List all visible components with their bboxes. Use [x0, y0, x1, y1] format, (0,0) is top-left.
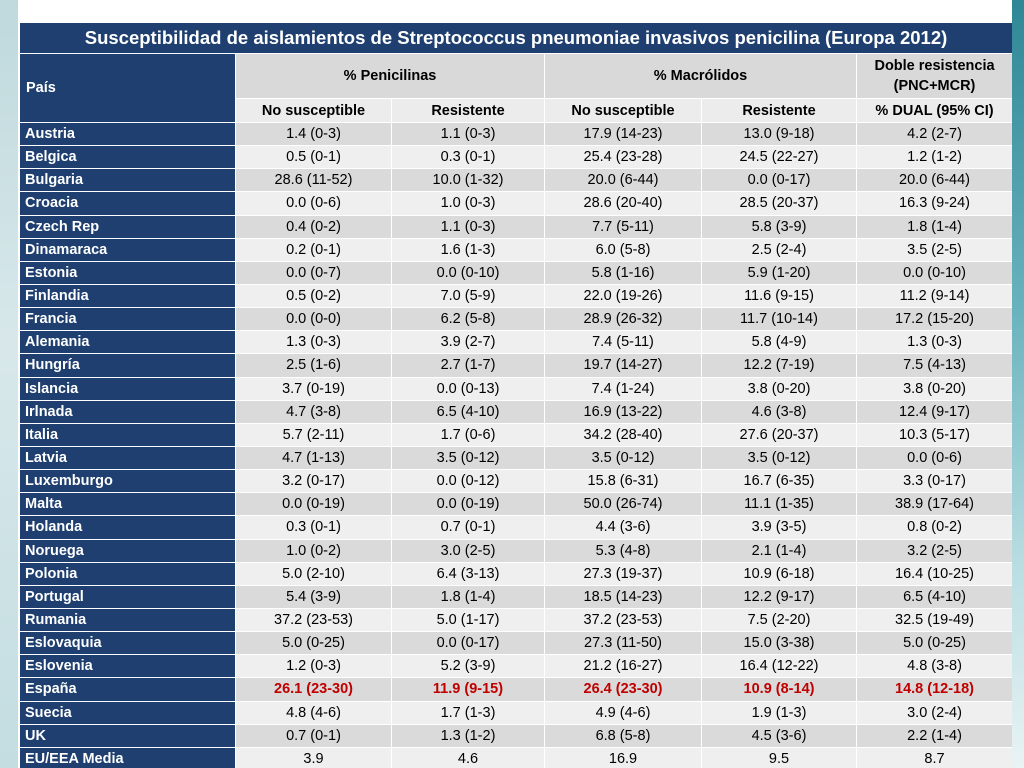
table-row	[20, 215, 1013, 238]
pen-resistente-cell: 5.2 (3-9)	[392, 655, 545, 678]
header-macrolidos: % Macrólidos	[545, 54, 857, 99]
pen-no-susceptible-cell: 5.0 (0-25)	[236, 632, 392, 655]
mac-no-susceptible-cell: 34.2 (28-40)	[545, 423, 702, 446]
mac-no-susceptible-cell: 4.4 (3-6)	[545, 516, 702, 539]
mac-no-susceptible-cell: 50.0 (26-74)	[545, 493, 702, 516]
pen-resistente-cell: 0.0 (0-12)	[392, 470, 545, 493]
mac-resistente-cell: 9.5	[702, 747, 857, 768]
mac-resistente-cell: 24.5 (22-27)	[702, 146, 857, 169]
dual-resistance-cell: 0.0 (0-6)	[857, 446, 1013, 469]
pen-resistente-cell: 3.5 (0-12)	[392, 446, 545, 469]
pen-no-susceptible-cell: 37.2 (23-53)	[236, 608, 392, 631]
dual-resistance-cell: 3.2 (2-5)	[857, 539, 1013, 562]
table-row	[20, 400, 1013, 423]
mac-no-susceptible-cell: 21.2 (16-27)	[545, 655, 702, 678]
pen-no-susceptible-cell: 5.0 (2-10)	[236, 562, 392, 585]
country-cell: Eslovenia	[20, 655, 236, 678]
mac-no-susceptible-cell: 26.4 (23-30)	[545, 678, 702, 701]
dual-resistance-cell: 17.2 (15-20)	[857, 308, 1013, 331]
country-cell: Czech Rep	[20, 215, 236, 238]
pen-no-susceptible-cell: 4.7 (3-8)	[236, 400, 392, 423]
table-row	[20, 123, 1013, 146]
table-row	[20, 192, 1013, 215]
table-row	[20, 146, 1013, 169]
dual-resistance-cell: 0.8 (0-2)	[857, 516, 1013, 539]
pen-no-susceptible-cell: 0.0 (0-0)	[236, 308, 392, 331]
mac-resistente-cell: 16.4 (12-22)	[702, 655, 857, 678]
mac-no-susceptible-cell: 22.0 (19-26)	[545, 284, 702, 307]
country-cell: Alemania	[20, 331, 236, 354]
pen-no-susceptible-cell: 0.5 (0-2)	[236, 284, 392, 307]
pen-resistente-cell: 1.3 (1-2)	[392, 724, 545, 747]
mac-resistente-cell: 0.0 (0-17)	[702, 169, 857, 192]
pen-no-susceptible-cell: 0.0 (0-6)	[236, 192, 392, 215]
susceptibility-table-container	[19, 22, 1012, 768]
pen-no-susceptible-cell: 0.5 (0-1)	[236, 146, 392, 169]
country-cell: Rumania	[20, 608, 236, 631]
mac-resistente-cell: 2.5 (2-4)	[702, 238, 857, 261]
country-cell: Italia	[20, 423, 236, 446]
country-cell: Croacia	[20, 192, 236, 215]
susceptibility-table	[19, 22, 1012, 768]
table-row	[20, 284, 1013, 307]
pen-resistente-cell: 0.0 (0-17)	[392, 632, 545, 655]
table-row	[20, 470, 1013, 493]
subheader-pen-no-susceptible: No susceptible	[236, 99, 392, 123]
table-row	[20, 701, 1013, 724]
dual-resistance-cell: 4.2 (2-7)	[857, 123, 1013, 146]
dual-resistance-cell: 6.5 (4-10)	[857, 585, 1013, 608]
pen-resistente-cell: 1.0 (0-3)	[392, 192, 545, 215]
table-row	[20, 655, 1013, 678]
mac-no-susceptible-cell: 7.7 (5-11)	[545, 215, 702, 238]
mac-no-susceptible-cell: 15.8 (6-31)	[545, 470, 702, 493]
pen-no-susceptible-cell: 3.2 (0-17)	[236, 470, 392, 493]
mac-resistente-cell: 12.2 (7-19)	[702, 354, 857, 377]
pen-resistente-cell: 1.7 (1-3)	[392, 701, 545, 724]
mac-no-susceptible-cell: 16.9	[545, 747, 702, 768]
dual-resistance-cell: 3.8 (0-20)	[857, 377, 1013, 400]
pen-no-susceptible-cell: 0.3 (0-1)	[236, 516, 392, 539]
pen-no-susceptible-cell: 1.0 (0-2)	[236, 539, 392, 562]
pen-no-susceptible-cell: 2.5 (1-6)	[236, 354, 392, 377]
table-row	[20, 516, 1013, 539]
mac-no-susceptible-cell: 3.5 (0-12)	[545, 446, 702, 469]
subheader-dual-ci: % DUAL (95% CI)	[857, 99, 1013, 123]
mac-resistente-cell: 1.9 (1-3)	[702, 701, 857, 724]
mac-resistente-cell: 11.7 (10-14)	[702, 308, 857, 331]
pen-resistente-cell: 4.6	[392, 747, 545, 768]
mac-no-susceptible-cell: 16.9 (13-22)	[545, 400, 702, 423]
dual-resistance-cell: 3.3 (0-17)	[857, 470, 1013, 493]
mac-no-susceptible-cell: 7.4 (1-24)	[545, 377, 702, 400]
mac-resistente-cell: 3.8 (0-20)	[702, 377, 857, 400]
table-row	[20, 446, 1013, 469]
country-cell: Belgica	[20, 146, 236, 169]
country-cell: Polonia	[20, 562, 236, 585]
subheader-mac-resistente: Resistente	[702, 99, 857, 123]
pen-resistente-cell: 0.7 (0-1)	[392, 516, 545, 539]
table-row	[20, 724, 1013, 747]
mac-no-susceptible-cell: 28.9 (26-32)	[545, 308, 702, 331]
pen-no-susceptible-cell: 0.0 (0-19)	[236, 493, 392, 516]
country-cell: Bulgaria	[20, 169, 236, 192]
table-row	[20, 423, 1013, 446]
mac-no-susceptible-cell: 25.4 (23-28)	[545, 146, 702, 169]
table-row	[20, 238, 1013, 261]
mac-no-susceptible-cell: 27.3 (11-50)	[545, 632, 702, 655]
pen-resistente-cell: 10.0 (1-32)	[392, 169, 545, 192]
country-cell: Francia	[20, 308, 236, 331]
table-row	[20, 377, 1013, 400]
country-cell: Finlandia	[20, 284, 236, 307]
country-cell: Malta	[20, 493, 236, 516]
pen-resistente-cell: 1.7 (0-6)	[392, 423, 545, 446]
mac-resistente-cell: 28.5 (20-37)	[702, 192, 857, 215]
country-cell: Estonia	[20, 261, 236, 284]
mac-resistente-cell: 5.8 (4-9)	[702, 331, 857, 354]
mac-no-susceptible-cell: 37.2 (23-53)	[545, 608, 702, 631]
dual-resistance-cell: 1.8 (1-4)	[857, 215, 1013, 238]
pen-no-susceptible-cell: 3.7 (0-19)	[236, 377, 392, 400]
dual-resistance-cell: 2.2 (1-4)	[857, 724, 1013, 747]
country-cell: Noruega	[20, 539, 236, 562]
pen-resistente-cell: 0.0 (0-10)	[392, 261, 545, 284]
header-dual-line1: Doble resistencia	[874, 58, 995, 74]
country-cell: Latvia	[20, 446, 236, 469]
dual-resistance-cell: 20.0 (6-44)	[857, 169, 1013, 192]
mac-resistente-cell: 11.6 (9-15)	[702, 284, 857, 307]
mac-no-susceptible-cell: 19.7 (14-27)	[545, 354, 702, 377]
pen-resistente-cell: 6.5 (4-10)	[392, 400, 545, 423]
mac-resistente-cell: 10.9 (8-14)	[702, 678, 857, 701]
mac-resistente-cell: 4.5 (3-6)	[702, 724, 857, 747]
mac-no-susceptible-cell: 7.4 (5-11)	[545, 331, 702, 354]
dual-resistance-cell: 14.8 (12-18)	[857, 678, 1013, 701]
header-penicilinas: % Penicilinas	[236, 54, 545, 99]
dual-resistance-cell: 3.5 (2-5)	[857, 238, 1013, 261]
pen-resistente-cell: 3.9 (2-7)	[392, 331, 545, 354]
country-cell: Luxemburgo	[20, 470, 236, 493]
mac-no-susceptible-cell: 4.9 (4-6)	[545, 701, 702, 724]
table-row	[20, 331, 1013, 354]
subheader-pen-resistente: Resistente	[392, 99, 545, 123]
table-title: Susceptibilidad de aislamientos de Streptococcus pneumoniae invasivos penicilina (Europa 2012)	[20, 23, 1013, 54]
table-row	[20, 261, 1013, 284]
table-row	[20, 562, 1013, 585]
dual-resistance-cell: 11.2 (9-14)	[857, 284, 1013, 307]
mac-resistente-cell: 13.0 (9-18)	[702, 123, 857, 146]
pen-resistente-cell: 0.0 (0-19)	[392, 493, 545, 516]
dual-resistance-cell: 3.0 (2-4)	[857, 701, 1013, 724]
pen-resistente-cell: 1.8 (1-4)	[392, 585, 545, 608]
pen-no-susceptible-cell: 28.6 (11-52)	[236, 169, 392, 192]
pen-no-susceptible-cell: 4.8 (4-6)	[236, 701, 392, 724]
table-row	[20, 539, 1013, 562]
dual-resistance-cell: 7.5 (4-13)	[857, 354, 1013, 377]
mac-no-susceptible-cell: 20.0 (6-44)	[545, 169, 702, 192]
table-row	[20, 585, 1013, 608]
mac-resistente-cell: 2.1 (1-4)	[702, 539, 857, 562]
dual-resistance-cell: 4.8 (3-8)	[857, 655, 1013, 678]
mac-no-susceptible-cell: 17.9 (14-23)	[545, 123, 702, 146]
left-decoration-band	[0, 0, 18, 768]
country-cell: Hungría	[20, 354, 236, 377]
dual-resistance-cell: 10.3 (5-17)	[857, 423, 1013, 446]
pen-resistente-cell: 6.2 (5-8)	[392, 308, 545, 331]
right-decoration-band	[1012, 0, 1024, 768]
mac-resistente-cell: 3.5 (0-12)	[702, 446, 857, 469]
country-cell: Austria	[20, 123, 236, 146]
subheader-mac-no-susceptible: No susceptible	[545, 99, 702, 123]
mac-no-susceptible-cell: 6.8 (5-8)	[545, 724, 702, 747]
mac-no-susceptible-cell: 5.3 (4-8)	[545, 539, 702, 562]
pen-no-susceptible-cell: 1.2 (0-3)	[236, 655, 392, 678]
pen-resistente-cell: 5.0 (1-17)	[392, 608, 545, 631]
dual-resistance-cell: 8.7	[857, 747, 1013, 768]
pen-no-susceptible-cell: 26.1 (23-30)	[236, 678, 392, 701]
table-row	[20, 493, 1013, 516]
mac-no-susceptible-cell: 6.0 (5-8)	[545, 238, 702, 261]
dual-resistance-cell: 16.3 (9-24)	[857, 192, 1013, 215]
pen-resistente-cell: 7.0 (5-9)	[392, 284, 545, 307]
pen-no-susceptible-cell: 3.9	[236, 747, 392, 768]
country-cell: EU/EEA Media	[20, 747, 236, 768]
dual-resistance-cell: 0.0 (0-10)	[857, 261, 1013, 284]
pen-no-susceptible-cell: 0.4 (0-2)	[236, 215, 392, 238]
mac-resistente-cell: 5.9 (1-20)	[702, 261, 857, 284]
country-cell: Portugal	[20, 585, 236, 608]
country-cell: UK	[20, 724, 236, 747]
dual-resistance-cell: 5.0 (0-25)	[857, 632, 1013, 655]
pen-resistente-cell: 1.1 (0-3)	[392, 123, 545, 146]
pen-no-susceptible-cell: 1.3 (0-3)	[236, 331, 392, 354]
country-cell: Irlnada	[20, 400, 236, 423]
mac-no-susceptible-cell: 27.3 (19-37)	[545, 562, 702, 585]
dual-resistance-cell: 16.4 (10-25)	[857, 562, 1013, 585]
table-row	[20, 747, 1013, 768]
pen-resistente-cell: 11.9 (9-15)	[392, 678, 545, 701]
country-cell: España	[20, 678, 236, 701]
pen-no-susceptible-cell: 0.2 (0-1)	[236, 238, 392, 261]
table-row	[20, 308, 1013, 331]
mac-no-susceptible-cell: 18.5 (14-23)	[545, 585, 702, 608]
country-cell: Dinamaraca	[20, 238, 236, 261]
mac-resistente-cell: 10.9 (6-18)	[702, 562, 857, 585]
dual-resistance-cell: 12.4 (9-17)	[857, 400, 1013, 423]
dual-resistance-cell: 1.3 (0-3)	[857, 331, 1013, 354]
pen-no-susceptible-cell: 4.7 (1-13)	[236, 446, 392, 469]
dual-resistance-cell: 1.2 (1-2)	[857, 146, 1013, 169]
country-cell: Eslovaquia	[20, 632, 236, 655]
pen-resistente-cell: 2.7 (1-7)	[392, 354, 545, 377]
mac-resistente-cell: 4.6 (3-8)	[702, 400, 857, 423]
mac-resistente-cell: 15.0 (3-38)	[702, 632, 857, 655]
mac-resistente-cell: 27.6 (20-37)	[702, 423, 857, 446]
pen-resistente-cell: 3.0 (2-5)	[392, 539, 545, 562]
mac-no-susceptible-cell: 28.6 (20-40)	[545, 192, 702, 215]
dual-resistance-cell: 32.5 (19-49)	[857, 608, 1013, 631]
table-row	[20, 632, 1013, 655]
pen-resistente-cell: 1.6 (1-3)	[392, 238, 545, 261]
mac-resistente-cell: 16.7 (6-35)	[702, 470, 857, 493]
header-dual-line2: (PNC+MCR)	[893, 78, 976, 94]
header-country: País	[20, 54, 236, 123]
table-row	[20, 678, 1013, 701]
country-cell: Holanda	[20, 516, 236, 539]
table-row	[20, 608, 1013, 631]
table-body	[20, 123, 1013, 768]
pen-resistente-cell: 0.0 (0-13)	[392, 377, 545, 400]
pen-no-susceptible-cell: 5.7 (2-11)	[236, 423, 392, 446]
mac-resistente-cell: 5.8 (3-9)	[702, 215, 857, 238]
table-row	[20, 354, 1013, 377]
table-row	[20, 169, 1013, 192]
pen-resistente-cell: 6.4 (3-13)	[392, 562, 545, 585]
country-cell: Suecia	[20, 701, 236, 724]
pen-resistente-cell: 0.3 (0-1)	[392, 146, 545, 169]
dual-resistance-cell: 38.9 (17-64)	[857, 493, 1013, 516]
pen-no-susceptible-cell: 0.7 (0-1)	[236, 724, 392, 747]
mac-resistente-cell: 11.1 (1-35)	[702, 493, 857, 516]
header-dual-resistance	[857, 54, 1013, 99]
pen-no-susceptible-cell: 0.0 (0-7)	[236, 261, 392, 284]
mac-resistente-cell: 3.9 (3-5)	[702, 516, 857, 539]
mac-resistente-cell: 12.2 (9-17)	[702, 585, 857, 608]
mac-resistente-cell: 7.5 (2-20)	[702, 608, 857, 631]
pen-resistente-cell: 1.1 (0-3)	[392, 215, 545, 238]
pen-no-susceptible-cell: 1.4 (0-3)	[236, 123, 392, 146]
country-cell: Islancia	[20, 377, 236, 400]
pen-no-susceptible-cell: 5.4 (3-9)	[236, 585, 392, 608]
mac-no-susceptible-cell: 5.8 (1-16)	[545, 261, 702, 284]
